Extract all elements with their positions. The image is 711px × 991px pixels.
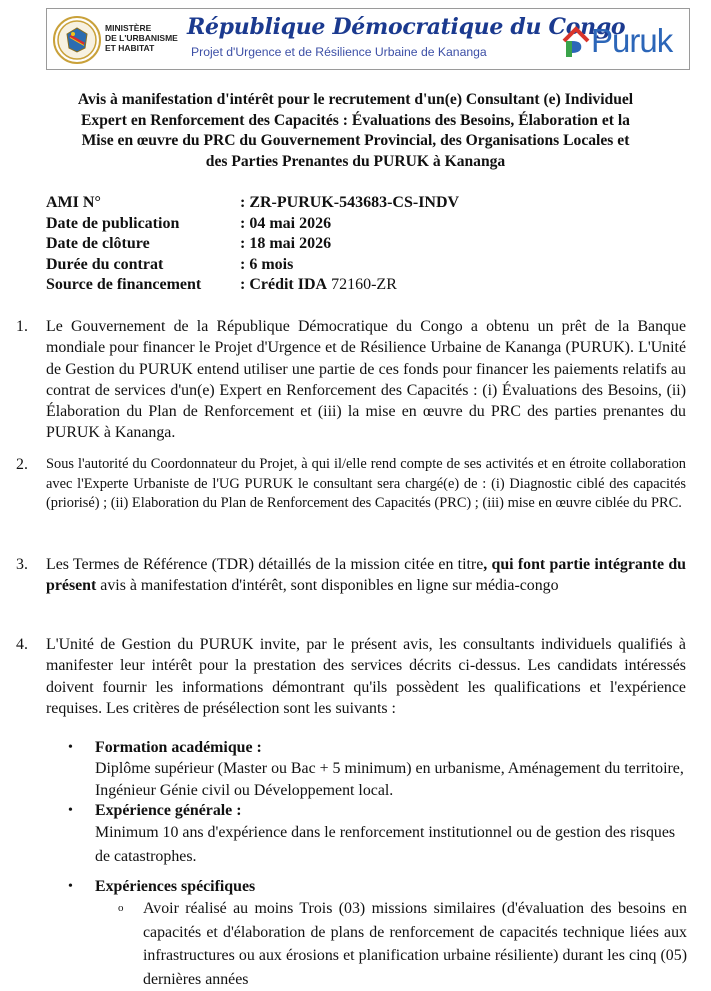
- info-label: AMI N°: [46, 194, 101, 211]
- info-row: [46, 255, 459, 276]
- info-label: Source de financement: [46, 276, 202, 293]
- paragraph-1: [16, 316, 686, 444]
- paragraph-2: [16, 455, 686, 514]
- ministry-line: DE L'URBANISME: [105, 33, 178, 43]
- info-label: Date de clôture: [46, 235, 150, 252]
- notice-details: [46, 193, 459, 296]
- criterion-body: Minimum 10 ans d'expérience dans le renforcement institutionnel ou de gestion des risques de catastrophes.: [95, 824, 676, 866]
- paragraph-4: [16, 634, 686, 719]
- paragraph-emphasis: , qui font partie intégrante du présent: [46, 556, 686, 595]
- info-label: Durée du contrat: [46, 255, 164, 273]
- ministry-line: MINISTÈRE: [105, 23, 152, 33]
- info-value: : Crédit IDA 72160-ZR: [240, 276, 397, 293]
- info-row: [46, 275, 459, 296]
- ministry-name: [105, 23, 178, 53]
- bullet-icon: •: [68, 803, 73, 818]
- sub-criterion-text: Avoir réalisé au moins Trois (03) missions similaires (d'évaluation des besoins en capacités et d'élaboration de plans de renforcement de capacités technique liées aux infrastructures ou aux érosions et planification urbaine résiliente) durant les cinq (05) dernières années: [143, 900, 687, 988]
- paragraph-number: 4.: [16, 636, 28, 653]
- puruk-logo: [561, 21, 683, 61]
- info-value: : 18 mai 2026: [240, 235, 332, 252]
- paragraph-number: 1.: [16, 318, 28, 335]
- criterion-general-experience: [68, 800, 687, 869]
- criterion-heading: Expériences spécifiques: [95, 878, 256, 895]
- criterion-education: [68, 737, 687, 801]
- info-value: : 6 mois: [240, 255, 294, 273]
- ministry-line: ET HABITAT: [105, 43, 155, 53]
- paragraph-text: L'Unité de Gestion du PURUK invite, par le présent avis, les consultants individuels qualifiés à manifester leur intérêt pour la prestation des services décrits ci-dessus. Les candidats intéressés doivent fournir les informations démontrant qu'ils possèdent les qualifications et l'expérience requises. Les critères de présélection sont les suivants :: [46, 636, 686, 717]
- paragraph-3: [16, 554, 686, 597]
- sub-criterion-item: [118, 897, 687, 991]
- info-row: [46, 193, 459, 214]
- letterhead: [46, 8, 690, 70]
- title-line: Expert en Renforcement des Capacités : Évaluations des Besoins, Élaboration et la: [81, 111, 630, 129]
- puruk-house-icon: [561, 21, 591, 61]
- info-value: : ZR-PURUK-543683-CS-INDV: [240, 194, 460, 211]
- criterion-specific-experience: [68, 876, 687, 897]
- info-row: [46, 214, 459, 235]
- paragraph-number: 2.: [16, 456, 28, 473]
- puruk-logo-text: Puruk: [591, 22, 673, 59]
- criterion-body: Diplôme supérieur (Master ou Bac + 5 minimum) en urbanisme, Aménagement du territoire, Ingénieur Génie civil ou Développement local.: [95, 760, 684, 799]
- bullet-icon: •: [68, 740, 73, 755]
- circle-bullet-icon: o: [118, 902, 124, 914]
- criterion-heading: Expérience générale :: [95, 802, 242, 819]
- coat-of-arms-seal: [53, 16, 101, 64]
- paragraph-text: avis à manifestation d'intérêt, sont disponibles en ligne sur média-congo: [96, 577, 559, 595]
- header-subtitle: Projet d'Urgence et de Résilience Urbaine de Kananga: [191, 45, 487, 59]
- title-line: des Parties Prenantes du PURUK à Kananga: [205, 152, 506, 170]
- paragraph-number: 3.: [16, 556, 28, 573]
- title-line: Avis à manifestation d'intérêt pour le recrutement d'un(e) Consultant (e) Individuel: [77, 91, 634, 108]
- paragraph-text: Le Gouvernement de la République Démocratique du Congo a obtenu un prêt de la Banque mondiale pour financer le Projet d'Urgence et de Résilience Urbaine de Kananga (PURUK). L'Unité de Gestion du PURUK entend utiliser une partie de ces fonds pour financer les paiements relatifs au contrat de services d'un(e) Expert en Renforcement des Capacités : (i) Évaluations des Besoins, (ii) Élaboration du Plan de Renforcement et (iii) la mise en œuvre du PRC des parties prenantes du PURUK à Kananga.: [46, 318, 686, 442]
- info-label: Date de publication: [46, 214, 180, 232]
- header-title: République Démocratique du Congo: [187, 14, 626, 40]
- paragraph-text: Les Termes de Référence (TDR) détaillés de la mission citée en titre: [46, 556, 484, 573]
- bullet-icon: •: [68, 879, 73, 894]
- criterion-heading: Formation académique :: [95, 739, 262, 756]
- info-row: [46, 234, 459, 255]
- document-title: [40, 90, 671, 172]
- info-value: : 04 mai 2026: [240, 214, 332, 232]
- title-line: Mise en œuvre du PRC du Gouvernement Provincial, des Organisations Locales et: [81, 132, 630, 149]
- paragraph-text: Sous l'autorité du Coordonnateur du Projet, à qui il/elle rend compte de ses activités et en étroite collaboration avec l'Experte Urbaniste de l'UG PURUK le consultant sera chargé(e) de : (i) Diagnostic ciblé des capacités (priorisé) ; (ii) Elaboration du Plan de Renforcement des Capacités (PRC) ; (iii) mise en œuvre ciblée du PRC.: [46, 456, 686, 512]
